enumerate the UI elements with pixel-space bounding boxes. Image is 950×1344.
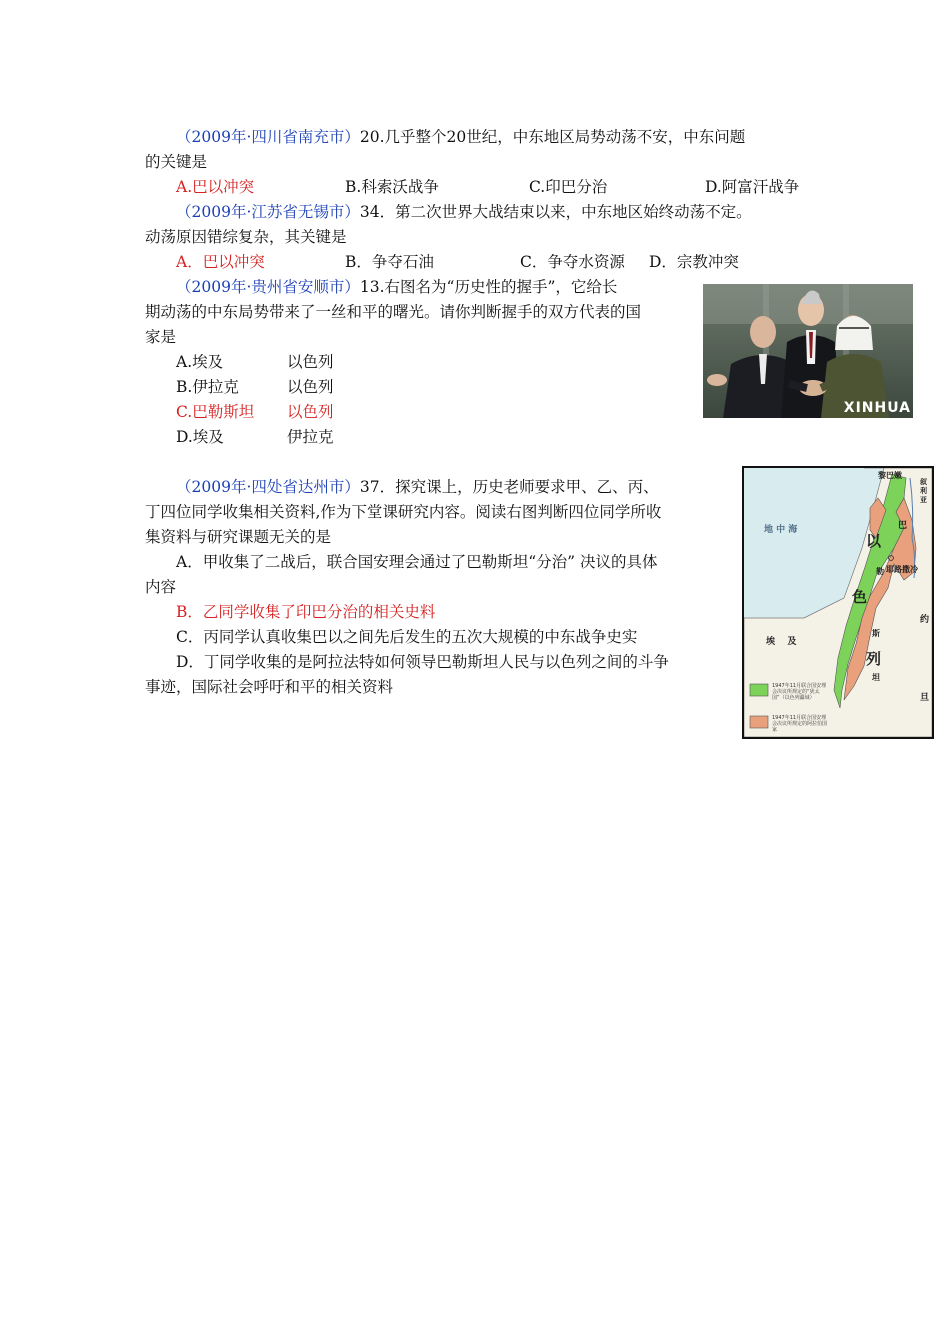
q2-option-a: A．巴以冲突 xyxy=(176,253,265,271)
q3-option-a: A.埃及 xyxy=(176,353,224,371)
q3-option-b-country: 以色列 xyxy=(287,378,334,396)
q3-stem-line2: 期动荡的中东局势带来了一丝和平的曙光。请你判断握手的双方代表的国 xyxy=(145,303,642,321)
q4-option-a-line1: A．甲收集了二战后，联合国安理会通过了巴勒斯坦“分治” 决议的具体 xyxy=(176,553,658,571)
q3-option-a-country: 以色列 xyxy=(287,353,334,371)
q1-option-a: A.巴以冲突 xyxy=(176,178,255,196)
q3-stem-a: 13.右图名为“历史性的握手”，它给长 xyxy=(359,278,618,296)
partition-map xyxy=(742,466,934,739)
map-legend-arab: 1947年11月联合国安理会决议所规定的阿拉伯国家 xyxy=(772,715,828,733)
q3-option-d-country: 伊拉克 xyxy=(287,428,334,446)
handshake-photo xyxy=(703,284,913,418)
q2-option-b: B．争夺石油 xyxy=(345,253,434,271)
map-label-sea: 地 中 海 xyxy=(764,525,798,535)
q1-stem-line1 xyxy=(176,125,745,149)
q3-stem-line1 xyxy=(176,275,617,299)
map-label-jerusalem: 耶路撒冷 xyxy=(886,565,918,574)
q2-stem-a: 34．第二次世界大战结束以来，中东地区始终动荡不定。 xyxy=(359,203,752,221)
q2-source: （2009年·江苏省无锡市） xyxy=(176,203,360,221)
map-label-lebanon: 黎巴嫩 xyxy=(878,471,902,480)
map-label-palestine-1: 巴 xyxy=(898,521,908,531)
map-label-egypt: 埃 及 xyxy=(766,637,797,647)
q1-stem-line2: 的关键是 xyxy=(145,153,208,171)
q3-source: （2009年·贵州省安顺市） xyxy=(176,278,360,296)
map-label-jordan-2: 旦 xyxy=(920,693,930,703)
map-label-israel-1: 以 xyxy=(866,532,882,550)
q2-option-c: C．争夺水资源 xyxy=(520,253,625,271)
q1-stem-a: 20.几乎整个20世纪，中东地区局势动荡不安，中东问题 xyxy=(359,128,746,146)
map-label-israel-3: 列 xyxy=(866,650,882,668)
q4-option-d-line2: 事迹，国际社会呼吁和平的相关资料 xyxy=(145,678,394,696)
q4-option-c: C．丙同学认真收集巴以之间先后发生的五次大规模的中东战争史实 xyxy=(176,628,638,646)
q2-option-d: D．宗教冲突 xyxy=(649,253,739,271)
q3-option-d: D.埃及 xyxy=(176,428,224,446)
q1-option-c: C.印巴分治 xyxy=(529,178,608,196)
q4-stem-line1 xyxy=(176,475,659,499)
q1-source: （2009年·四川省南充市） xyxy=(176,128,360,146)
q4-option-a-line2: 内容 xyxy=(145,578,177,596)
map-label-palestine-4: 坦 xyxy=(872,673,880,682)
photo-watermark: XINHUA xyxy=(843,400,911,416)
q3-option-c-country: 以色列 xyxy=(287,403,334,421)
q2-stem-line2: 动荡原因错综复杂，其关键是 xyxy=(145,228,347,246)
q3-option-b: B.伊拉克 xyxy=(176,378,239,396)
q4-source: （2009年·四处省达州市） xyxy=(176,478,360,496)
map-label-palestine-2: 勒 xyxy=(876,567,884,576)
q4-stem-line2: 丁四位同学收集相关资料,作为下堂课研究内容。阅读右图判断四位同学所收 xyxy=(145,503,662,521)
map-label-palestine-3: 斯 xyxy=(872,629,880,638)
q3-stem-line3: 家是 xyxy=(145,328,177,346)
map-label-syria: 叙利亚 xyxy=(920,478,927,504)
map-label-jordan-1: 约 xyxy=(920,615,930,625)
map-legend-israel: 1947年11月联合国安理会决议所规定的“犹太国”（以色列疆域） xyxy=(772,683,827,701)
q4-stem-line3: 集资料与研究课题无关的是 xyxy=(145,528,332,546)
q3-option-c: C.巴勒斯坦 xyxy=(176,403,255,421)
map-label-israel-2: 色 xyxy=(852,588,868,606)
q4-option-d-line1: D．丁同学收集的是阿拉法特如何领导巴勒斯坦人民与以色列之间的斗争 xyxy=(176,653,669,671)
q4-option-b: B．乙同学收集了印巴分治的相关史料 xyxy=(176,603,436,621)
q4-stem-a: 37．探究课上，历史老师要求甲、乙、丙、 xyxy=(359,478,659,496)
q2-stem-line1 xyxy=(176,200,752,224)
q1-option-d: D.阿富汗战争 xyxy=(705,178,800,196)
q1-option-b: B.科索沃战争 xyxy=(345,178,439,196)
